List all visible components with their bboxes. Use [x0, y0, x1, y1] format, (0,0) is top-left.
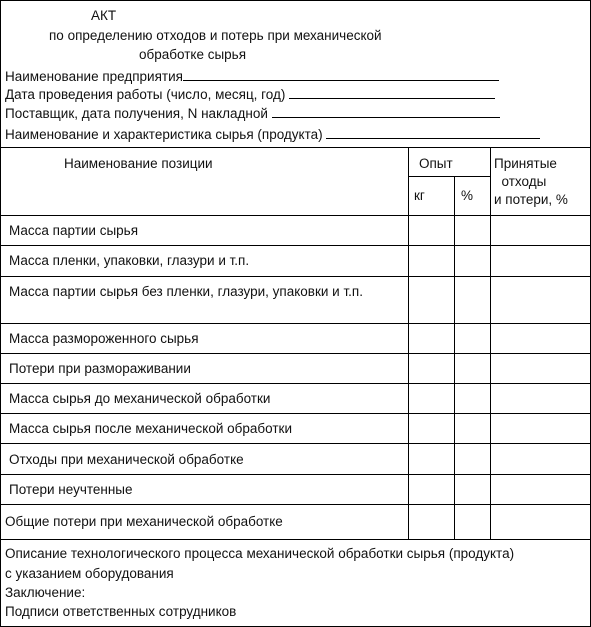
table-row: Потери при размораживании — [9, 361, 191, 376]
raw-material-row — [5, 125, 540, 144]
table-top-border — [1, 147, 590, 148]
row-divider — [1, 474, 590, 475]
col-divider-name — [408, 147, 409, 539]
row-divider — [1, 504, 590, 505]
col-header-percent: % — [461, 188, 474, 203]
date-field[interactable] — [289, 85, 495, 99]
supplier-label: Поставщик, дата получения, N накладной — [5, 106, 268, 121]
table-row: Потери неучтенные — [9, 482, 133, 497]
table-bottom-border — [1, 539, 590, 540]
row-divider — [1, 353, 590, 354]
table-row: Масса сырья до механической обработки — [9, 391, 271, 406]
table-row: Масса размороженного сырья — [9, 331, 199, 346]
row-divider — [1, 413, 590, 414]
doc-title: АКТ — [91, 8, 117, 23]
col-divider-percent — [490, 147, 491, 539]
signatures-label: Подписи ответственных сотрудников — [5, 604, 237, 619]
description-line1: Описание технологического процесса механической обработки сырья (продукта) — [5, 546, 515, 561]
header-bottom-border — [1, 215, 590, 216]
enterprise-row — [5, 67, 499, 86]
table-row: Масса пленки, упаковки, глазури и т.п. — [9, 253, 250, 268]
date-row — [5, 85, 495, 104]
enterprise-label: Наименование предприятия — [5, 69, 183, 84]
row-divider — [1, 443, 590, 444]
table-row: Отходы при механической обработке — [9, 452, 244, 467]
supplier-field[interactable] — [272, 104, 500, 118]
enterprise-field[interactable] — [183, 67, 499, 81]
supplier-row — [5, 104, 500, 123]
row-divider — [1, 323, 590, 324]
col-header-kg: кг — [414, 188, 425, 203]
raw-material-label: Наименование и характеристика сырья (продукта) — [5, 127, 323, 142]
table-row: Масса партии сырья — [9, 223, 139, 238]
row-divider — [1, 383, 590, 384]
doc-subtitle-line1: по определению отходов и потерь при механической — [49, 28, 382, 43]
col-header-accepted: Принятые отходы и потери, % — [494, 156, 568, 207]
row-divider — [1, 276, 590, 277]
doc-subtitle-line2: обработке сырья — [139, 47, 247, 62]
date-label: Дата проведения работы (число, месяц, год) — [5, 87, 286, 102]
opyt-divider — [408, 176, 490, 177]
description-line2: с указанием оборудования — [5, 566, 174, 581]
positions-table — [1, 147, 590, 540]
table-row: Общие потери при механической обработке — [5, 514, 283, 529]
table-row: Масса партии сырья без пленки, глазури, упаковки и т.п. — [9, 284, 363, 299]
row-divider — [1, 245, 590, 246]
conclusion-label: Заключение: — [5, 585, 86, 600]
table-row: Масса сырья после механической обработки — [9, 421, 292, 436]
raw-material-field[interactable] — [326, 125, 540, 139]
col-divider-kg — [454, 176, 455, 539]
col-header-name: Наименование позиции — [64, 156, 213, 171]
col-header-experiment: Опыт — [419, 156, 453, 171]
